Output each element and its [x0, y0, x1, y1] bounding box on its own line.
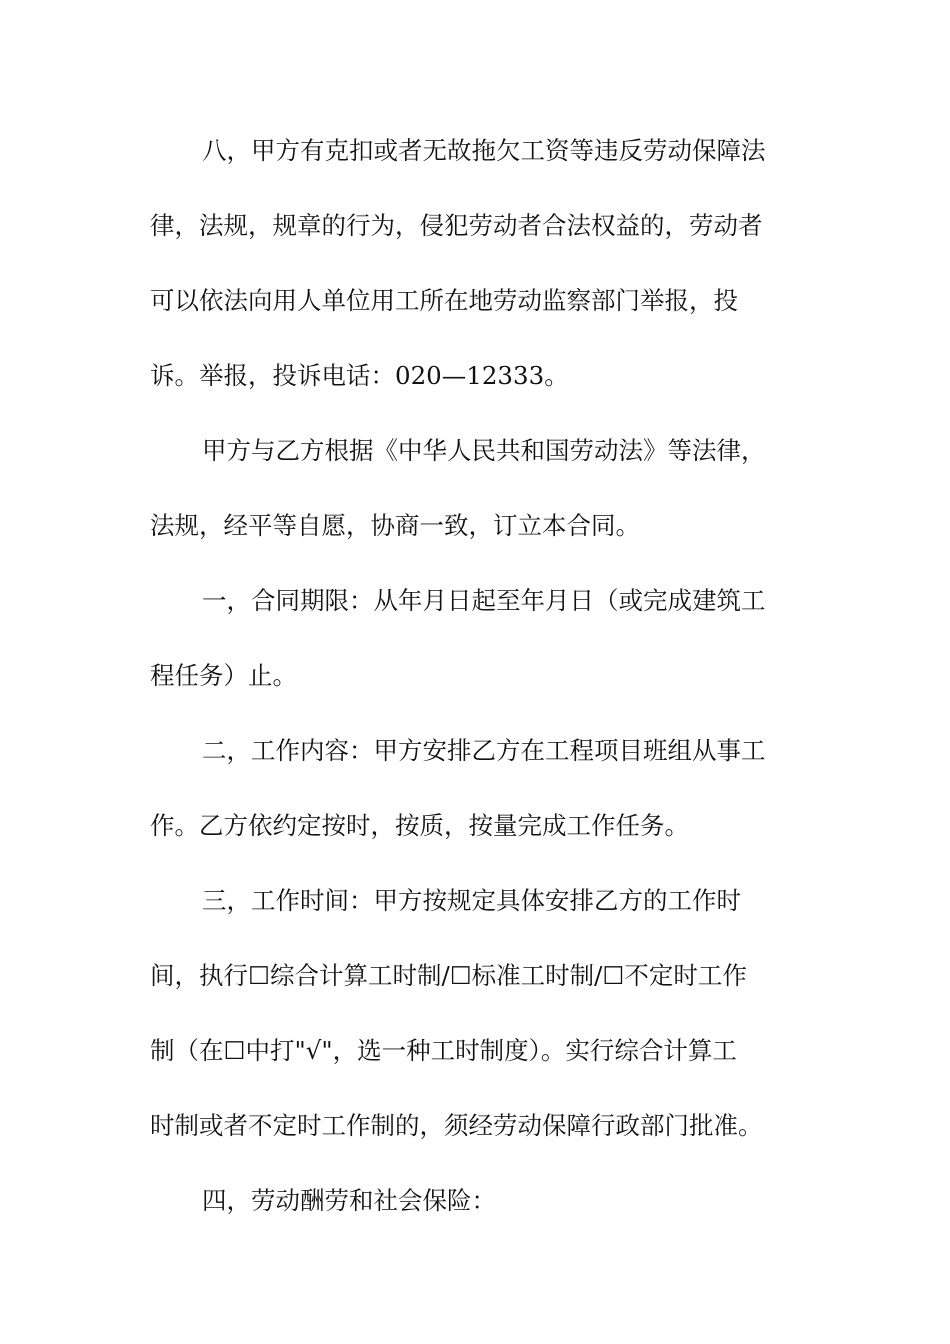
clause-3-line-1: 三，工作时间：甲方按规定具体安排乙方的工作时 — [202, 886, 741, 915]
clause-3-line-3: 制（在☐中打"√"，选一种工时制度）。实行综合计算工 — [150, 1036, 737, 1065]
clause-2-line-1: 二，工作内容：甲方安排乙方在工程项目班组从事工 — [202, 736, 766, 765]
clause-1-line-2: 程任务）止。 — [150, 661, 297, 690]
paragraph-8-line-4: 诉。举报，投诉电话：020—12333。 — [150, 361, 569, 390]
paragraph-8-line-3: 可以依法向用人单位用工所在地劳动监察部门举报，投 — [150, 286, 738, 315]
intro-paragraph-line-1: 甲方与乙方根据《中华人民共和国劳动法》等法律， — [202, 436, 766, 465]
intro-paragraph-line-2: 法规，经平等自愿，协商一致，订立本合同。 — [150, 511, 640, 540]
clause-3-line-4: 时制或者不定时工作制的，须经劳动保障行政部门批准。 — [150, 1111, 763, 1140]
paragraph-8-line-2: 律，法规，规章的行为，侵犯劳动者合法权益的，劳动者 — [150, 211, 763, 240]
paragraph-8-line-1: 八，甲方有克扣或者无故拖欠工资等违反劳动保障法 — [202, 136, 766, 165]
clause-3-line-2: 间，执行☐综合计算工时制/☐标准工时制/☐不定时工作 — [150, 961, 747, 990]
clause-2-line-2: 作。乙方依约定按时，按质，按量完成工作任务。 — [150, 811, 689, 840]
clause-1-line-1: 一，合同期限：从年月日起至年月日（或完成建筑工 — [202, 586, 766, 615]
clause-4-heading: 四，劳动酬劳和社会保险： — [202, 1186, 496, 1215]
